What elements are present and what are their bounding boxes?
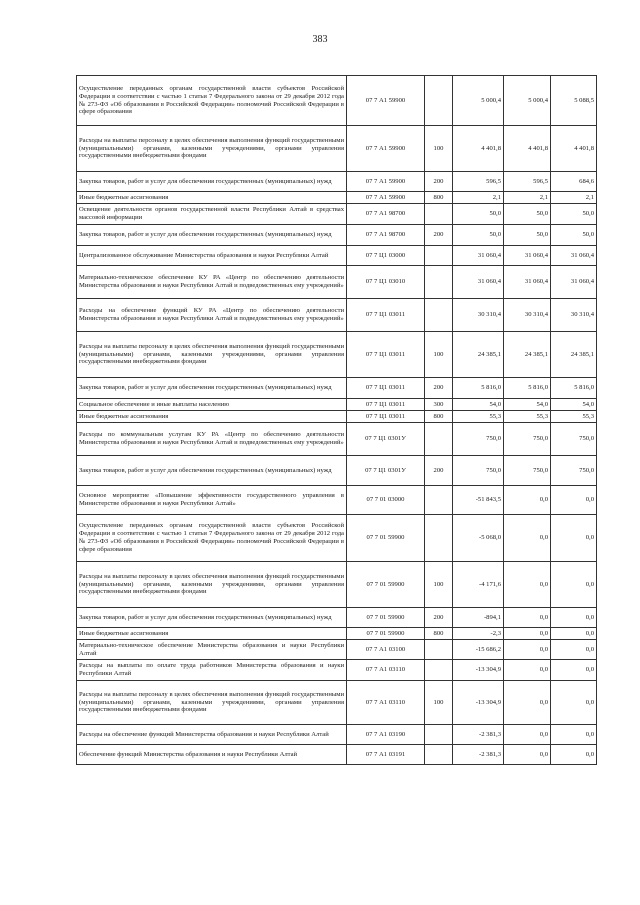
table-row [77,515,597,562]
row-value-3: 30 310,4 [551,299,597,332]
row-value-3: 750,0 [551,456,597,486]
row-name: Иные бюджетные ассигнования [77,411,347,423]
row-type [425,423,453,456]
row-code: 07 7 Ц1 03011 [347,299,425,332]
row-value-1: 55,3 [453,411,504,423]
table-row [77,204,597,225]
row-value-2: 5 816,0 [504,378,551,399]
row-value-2: 24 385,1 [504,332,551,378]
table-row [77,378,597,399]
row-value-3: 0,0 [551,660,597,681]
table-row [77,246,597,266]
row-value-1: 750,0 [453,423,504,456]
table-row [77,745,597,765]
row-code: 07 7 А1 59900 [347,172,425,192]
table-row [77,411,597,423]
row-value-3: 750,0 [551,423,597,456]
row-type [425,515,453,562]
row-value-2: 750,0 [504,456,551,486]
row-name: Расходы на выплаты по оплате труда работников Министерства образования и науки Республики Алтай [77,660,347,681]
table-row [77,562,597,608]
row-value-2: 750,0 [504,423,551,456]
row-code: 07 7 01 59900 [347,608,425,628]
row-value-1: 31 060,4 [453,246,504,266]
table-row [77,608,597,628]
row-code: 07 7 А1 59900 [347,126,425,172]
row-name: Расходы по коммунальным услугам КУ РА «Центр по обеспечению деятельности Министерства образования и науки Республики Алтай и подведомственных ему учреждений» [77,423,347,456]
row-value-2: 4 401,8 [504,126,551,172]
table-row [77,192,597,204]
row-name: Расходы на выплаты персоналу в целях обеспечения выполнения функций государственными (муниципальными) органами, казенными учреждениями, органами управления государственными внебюджетными фондами [77,681,347,725]
row-name: Закупка товаров, работ и услуг для обеспечения государственных (муниципальных) нужд [77,456,347,486]
row-code: 07 7 А1 98700 [347,225,425,246]
row-code: 07 7 Ц1 03011 [347,378,425,399]
row-type: 100 [425,126,453,172]
table-row [77,225,597,246]
row-value-1: -2,3 [453,628,504,640]
row-value-1: 2,1 [453,192,504,204]
row-type: 300 [425,399,453,411]
row-value-3: 4 401,8 [551,126,597,172]
row-value-2: 0,0 [504,608,551,628]
row-name: Закупка товаров, работ и услуг для обеспечения государственных (муниципальных) нужд [77,225,347,246]
table-row [77,299,597,332]
row-value-2: 0,0 [504,515,551,562]
row-value-2: 0,0 [504,486,551,515]
row-type [425,299,453,332]
row-type [425,745,453,765]
row-code: 07 7 Ц1 03010 [347,266,425,299]
row-value-3: 50,0 [551,204,597,225]
row-value-3: 2,1 [551,192,597,204]
row-type: 100 [425,681,453,725]
row-value-1: 596,5 [453,172,504,192]
row-type [425,76,453,126]
row-code: 07 7 01 59900 [347,628,425,640]
row-value-3: 5 816,0 [551,378,597,399]
budget-table-body [77,76,597,765]
row-name: Освещение деятельности органов государственной власти Республики Алтай в средствах массовой информации [77,204,347,225]
row-type: 800 [425,411,453,423]
row-code: 07 7 Ц1 03011 [347,411,425,423]
row-name: Социальное обеспечение и иные выплаты населению [77,399,347,411]
row-type [425,266,453,299]
table-row [77,640,597,660]
row-value-3: 31 060,4 [551,266,597,299]
row-type: 200 [425,378,453,399]
row-value-1: -2 381,3 [453,725,504,745]
row-value-1: -4 171,6 [453,562,504,608]
row-name: Расходы на обеспечение функций КУ РА «Центр по обеспечению деятельности Министерства образования и науки Республики Алтай и подведомственных ему учреждений» [77,299,347,332]
row-value-3: 0,0 [551,628,597,640]
page-number: 383 [312,34,328,45]
row-value-3: 0,0 [551,725,597,745]
row-code: 07 7 Ц1 0301У [347,456,425,486]
row-value-1: -13 304,9 [453,660,504,681]
row-value-3: 0,0 [551,608,597,628]
row-name: Расходы на выплаты персоналу в целях обеспечения выполнения функций государственными (муниципальными) органами, казенными учреждениями, органами управления государственными внебюджетными фондами [77,562,347,608]
row-value-2: 55,3 [504,411,551,423]
row-name: Материально-техническое обеспечение Министерства образования и науки Республики Алтай [77,640,347,660]
row-code: 07 7 А1 59900 [347,192,425,204]
row-value-3: 0,0 [551,562,597,608]
row-value-2: 54,0 [504,399,551,411]
row-value-2: 31 060,4 [504,266,551,299]
row-type [425,660,453,681]
row-type: 800 [425,192,453,204]
table-row [77,681,597,725]
row-value-1: 50,0 [453,225,504,246]
row-value-2: 0,0 [504,562,551,608]
row-type: 200 [425,172,453,192]
row-value-2: 0,0 [504,745,551,765]
row-type: 100 [425,332,453,378]
row-value-1: -13 304,9 [453,681,504,725]
row-name: Обеспечение функций Министерства образования и науки Республики Алтай [77,745,347,765]
row-code: 07 7 01 03000 [347,486,425,515]
row-type: 200 [425,456,453,486]
row-value-1: -15 686,2 [453,640,504,660]
row-code: 07 7 Ц1 03000 [347,246,425,266]
table-row [77,660,597,681]
row-name: Закупка товаров, работ и услуг для обеспечения государственных (муниципальных) нужд [77,378,347,399]
table-row [77,486,597,515]
row-value-3: 54,0 [551,399,597,411]
row-type [425,486,453,515]
row-name: Материально-техническое обеспечение КУ РА «Центр по обеспечению деятельности Министерства образования и науки Республики Алтай и подведомственных ему учреждений» [77,266,347,299]
row-value-2: 50,0 [504,225,551,246]
row-name: Закупка товаров, работ и услуг для обеспечения государственных (муниципальных) нужд [77,608,347,628]
row-value-3: 0,0 [551,745,597,765]
row-value-1: 750,0 [453,456,504,486]
row-code: 07 7 Ц1 0301У [347,423,425,456]
row-code: 07 7 А1 98700 [347,204,425,225]
row-type: 800 [425,628,453,640]
row-value-1: 4 401,8 [453,126,504,172]
row-name: Осуществление переданных органам государственной власти субъектов Российской Федерации в соответствии с частью 1 статьи 7 Федерального закона от 29 декабря 2012 года № 273-ФЗ «Об образовании в Российской Федерации» полномочий Российской Федерации в сфере образования [77,515,347,562]
row-value-1: 54,0 [453,399,504,411]
row-value-2: 0,0 [504,681,551,725]
row-value-2: 596,5 [504,172,551,192]
row-value-3: 50,0 [551,225,597,246]
row-value-3: 24 385,1 [551,332,597,378]
row-code: 07 7 А1 03100 [347,640,425,660]
row-value-1: 5 816,0 [453,378,504,399]
row-code: 07 7 А1 03110 [347,660,425,681]
row-value-3: 55,3 [551,411,597,423]
row-type [425,725,453,745]
row-code: 07 7 А1 03110 [347,681,425,725]
row-value-2: 50,0 [504,204,551,225]
row-code: 07 7 А1 59900 [347,76,425,126]
row-value-2: 30 310,4 [504,299,551,332]
row-type: 200 [425,225,453,246]
row-value-3: 0,0 [551,486,597,515]
table-row [77,399,597,411]
row-name: Иные бюджетные ассигнования [77,628,347,640]
row-value-3: 684,6 [551,172,597,192]
budget-table [76,75,597,765]
row-value-1: -5 068,0 [453,515,504,562]
row-value-2: 0,0 [504,660,551,681]
row-code: 07 7 01 59900 [347,562,425,608]
row-code: 07 7 Ц1 03011 [347,332,425,378]
row-type [425,204,453,225]
table-row [77,332,597,378]
table-row [77,172,597,192]
table-row [77,266,597,299]
row-name: Расходы на выплаты персоналу в целях обеспечения выполнения функций государственными (муниципальными) органами, казенными учреждениями, органами управления государственными внебюджетными фондами [77,332,347,378]
row-name: Иные бюджетные ассигнования [77,192,347,204]
row-value-3: 31 060,4 [551,246,597,266]
table-row [77,423,597,456]
row-code: 07 7 Ц1 03011 [347,399,425,411]
row-value-2: 0,0 [504,640,551,660]
row-value-1: -894,1 [453,608,504,628]
row-name: Расходы на выплаты персоналу в целях обеспечения выполнения функций государственными (муниципальными) органами, казенными учреждениями, органами управления государственными внебюджетными фондами [77,126,347,172]
table-row [77,628,597,640]
table-row [77,456,597,486]
row-code: 07 7 А1 03190 [347,725,425,745]
row-type: 100 [425,562,453,608]
row-name: Централизованное обслуживание Министерства образования и науки Республики Алтай [77,246,347,266]
row-value-1: 50,0 [453,204,504,225]
row-value-2: 0,0 [504,628,551,640]
row-name: Закупка товаров, работ и услуг для обеспечения государственных (муниципальных) нужд [77,172,347,192]
row-value-1: -2 381,3 [453,745,504,765]
row-value-3: 0,0 [551,640,597,660]
row-value-2: 31 060,4 [504,246,551,266]
row-code: 07 7 01 59900 [347,515,425,562]
row-value-3: 5 088,5 [551,76,597,126]
row-name: Осуществление переданных органам государственной власти субъектов Российской Федерации в соответствии с частью 1 статьи 7 Федерального закона от 29 декабря 2012 года № 273-ФЗ «Об образовании в Российской Федерации» полномочий Российской Федерации в сфере образования [77,76,347,126]
table-row [77,76,597,126]
row-type: 200 [425,608,453,628]
row-code: 07 7 А1 03191 [347,745,425,765]
row-value-2: 5 000,4 [504,76,551,126]
row-name: Основное мероприятие «Повышение эффективности государственного управления в Министерстве образования и науки Республики Алтай» [77,486,347,515]
row-value-1: 31 060,4 [453,266,504,299]
row-value-3: 0,0 [551,515,597,562]
row-type [425,246,453,266]
table-row [77,725,597,745]
row-value-1: 24 385,1 [453,332,504,378]
table-row [77,126,597,172]
row-name: Расходы на обеспечение функций Министерства образования и науки Республики Алтай [77,725,347,745]
row-value-2: 0,0 [504,725,551,745]
row-value-3: 0,0 [551,681,597,725]
row-value-1: 30 310,4 [453,299,504,332]
row-value-1: -51 843,5 [453,486,504,515]
row-value-1: 5 000,4 [453,76,504,126]
row-value-2: 2,1 [504,192,551,204]
row-type [425,640,453,660]
